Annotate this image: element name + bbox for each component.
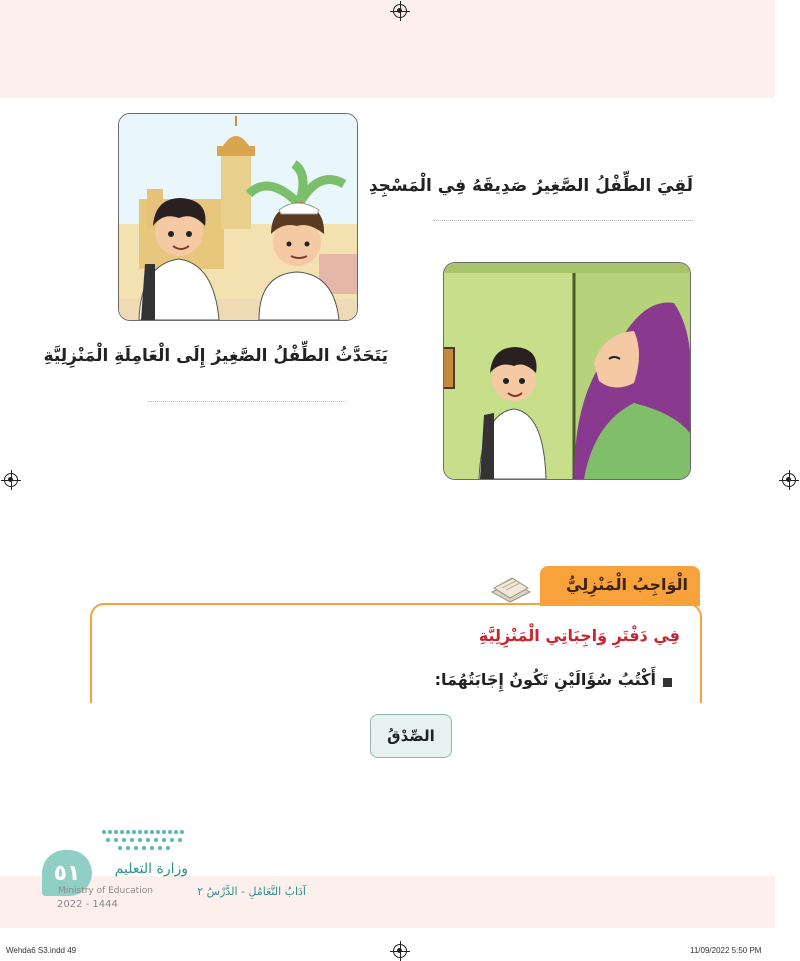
illustration-domestic-worker <box>443 262 691 480</box>
lesson-title: آدَابُ التَّعَامُلِ - الدَّرْسُ ٢ <box>197 885 306 898</box>
domestic-worker-scene-image <box>444 263 690 479</box>
answer-line <box>433 220 693 221</box>
print-timestamp: 11/09/2022 5:50 PM <box>690 946 762 955</box>
illustration-mosque <box>118 113 358 321</box>
registration-mark-icon <box>393 944 407 958</box>
print-file-info: Wehda6 S3.indd 49 <box>6 946 77 955</box>
ministry-logo-icon <box>98 826 190 856</box>
registration-mark-icon <box>393 4 407 18</box>
ministry-name-english: Ministry of Education <box>58 886 153 896</box>
value-label-text: الصِّدْقُ <box>387 727 435 745</box>
page-number: ٥١ <box>53 860 81 886</box>
caption-domestic-worker: يَتَحَدَّثُ الطِّفْلُ الصَّغِيرُ إِلَى الْعَامِلَةِ الْمَنْزِلِيَّةِ <box>43 346 388 366</box>
top-band <box>0 0 775 98</box>
registration-mark-icon <box>4 473 18 487</box>
ministry-name-arabic: وزارة التعليم <box>114 861 188 877</box>
value-label-button[interactable] <box>370 714 452 758</box>
registration-mark-icon <box>782 473 796 487</box>
answer-line <box>148 401 346 402</box>
bullet-icon <box>663 678 672 687</box>
notebook-icon <box>488 568 534 604</box>
mosque-scene-image <box>119 114 357 320</box>
year-label: 2022 - 1444 <box>57 899 118 910</box>
homework-title: الْوَاجِبُ الْمَنْزِلِيُّ <box>566 575 688 594</box>
caption-mosque: لَقِيَ الطِّفْلُ الصَّغِيرُ صَدِيقَهُ فِي الْمَسْجِدِ <box>368 176 693 196</box>
homework-task: أَكْتُبُ سُؤَالَيْنِ تَكُونُ إِجَابَتُهُمَا: <box>434 670 656 689</box>
notebook-instruction: فِي دَفْتَرِ وَاجِبَاتِي الْمَنْزِلِيَّةِ <box>478 626 680 645</box>
